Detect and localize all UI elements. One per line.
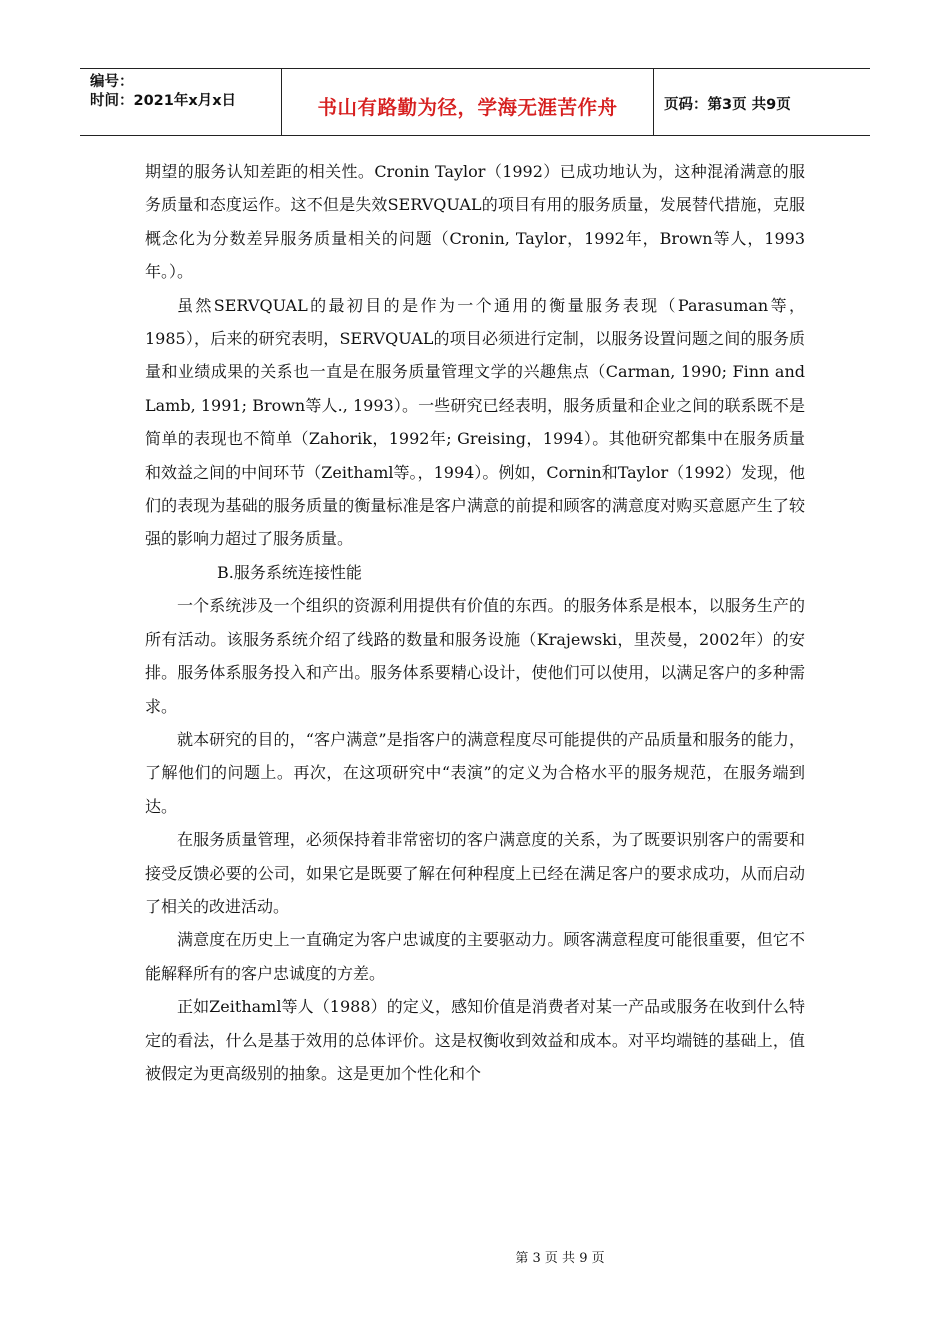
body-paragraph: 就本研究的目的，“客户满意”是指客户的满意程度尽可能提供的产品质量和服务的能力，了解他们的问题上。再次，在这项研究中“表演”的定义为合格水平的服务规范，在服务端到达。 bbox=[145, 729, 805, 816]
body-paragraph: 一个系统涉及一个组织的资源利用提供有价值的东西。的服务体系是根本，以服务生产的所有活动。该服务系统介绍了线路的数量和服务设施（Krajewski，里茨曼，2002年）的安排。服务体系服务投入和产出。服务体系要精心设计，使他们可以使用，以满足客户的多种需求。 bbox=[145, 596, 805, 716]
motto-text: 书山有路勤为径，学海无涯苦作舟 bbox=[317, 96, 618, 119]
page-footer bbox=[0, 1247, 950, 1266]
header-meta bbox=[80, 69, 282, 135]
number-label: 编号： bbox=[90, 74, 134, 90]
section-heading: B.服务系统连接性能 bbox=[217, 562, 362, 582]
body-paragraph: 满意度在历史上一直确定为客户忠诚度的主要驱动力。顾客满意程度可能很重要，但它不能解释所有的客户忠诚度的方差。 bbox=[145, 930, 805, 983]
page-code-text: 页码：第3页 共9页 bbox=[664, 96, 791, 113]
header-motto-cell bbox=[282, 69, 654, 135]
body-paragraph: 虽然SERVQUAL的最初目的是作为一个通用的衡量服务表现（Parasuman等，1985），后来的研究表明，SERVQUAL的项目必须进行定制，以服务设置问题之间的服务质量和业绩成果的关系也一直是在服务质量管理文学的兴趣焦点（Carman, 1990; Finn and Lamb, 1991; Brown等人., 1993）。一些研究已经表明，服务质量和企业之间的联系既不是简单的表现也不简单（Zahorik，1992年; Greising，1994）。其他研究都集中在服务质量和效益之间的中间环节（Zeithaml等。，1994）。例如，Cornin和Taylor（1992）发现，他们的表现为基础的服务质量的衡量标准是客户满意的前提和顾客的满意度对购买意愿产生了较强的影响力超过了服务质量。 bbox=[145, 295, 805, 549]
page-header bbox=[80, 68, 870, 136]
footer-page-number: 第 3 页 共 9 页 bbox=[515, 1251, 605, 1266]
body-paragraph: 在服务质量管理，必须保持着非常密切的客户满意度的关系，为了既要识别客户的需要和接受反馈必要的公司，如果它是既要了解在何种程度上已经在满足客户的要求成功，从而启动了相关的改进活动。 bbox=[145, 830, 805, 916]
document-body bbox=[145, 155, 805, 1090]
body-paragraph: 期望的服务认知差距的相关性。Cronin Taylor（1992）已成功地认为，这种混淆满意的服务质量和态度运作。这不但是失效SERVQUAL的项目有用的服务质量，发展替代措施，克服概念化为分数差异服务质量相关的问题（Cronin, Taylor，1992年，Brown等人，1993年。）。 bbox=[145, 162, 805, 282]
body-paragraph: 正如Zeithaml等人（1988）的定义，感知价值是消费者对某一产品或服务在收到什么特定的看法，什么是基于效用的总体评价。这是权衡收到效益和成本。对平均端链的基础上，值被假定为更高级别的抽象。这是更加个性化和个 bbox=[145, 997, 805, 1083]
header-page-code bbox=[654, 69, 870, 135]
time-label: 时间：2021年x月x日 bbox=[90, 93, 237, 109]
